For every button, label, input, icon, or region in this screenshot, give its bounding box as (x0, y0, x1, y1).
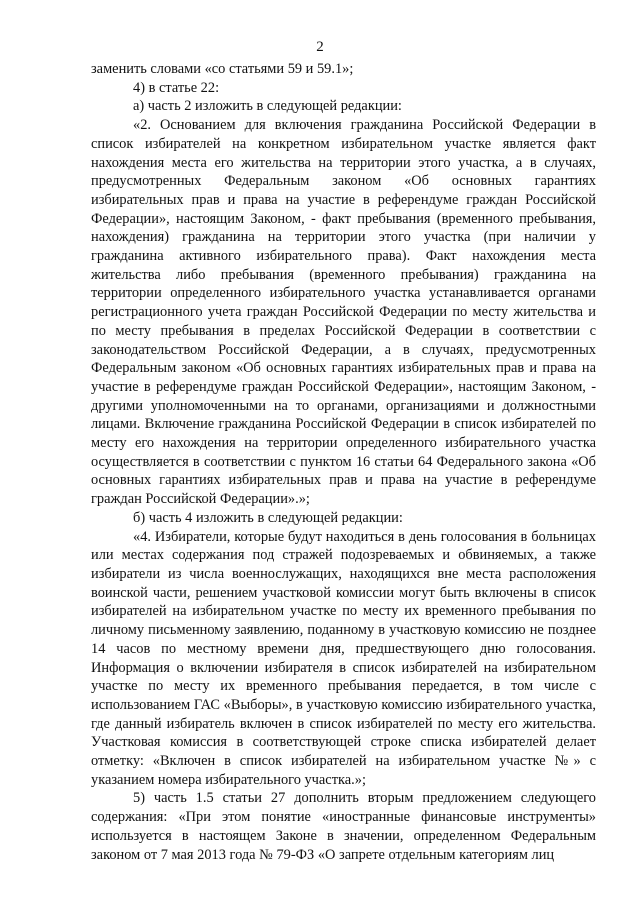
paragraph-part-4-text: «4. Избиратели, которые будут находиться в день голосования в больницах или местах содержания под стражей подозреваемых и обвиняемых, а также избиратели из числа военнослужащих, находящихся вне места расположения воинской части, решением участковой комиссии могут быть включены в список избирателей на избирательном участке по месту их временного пребывания по личному письменному заявлению, поданному в участковую комиссию не позднее 14 часов по местному времени дня, предшествующего дню голосования. Информация о включении избирателя в список избирателей на избирательном участке по месту их временного пребывания передается, в том числе с использованием ГАС «Выборы», в участковую комиссию избирательного участка, где данный избиратель включен в список избирателей по месту его жительства. Участковая комиссия в соответствующей строке списка избирателей делает отметку: «Включен в список избирателей на избирательном участке №» с указанием номера избирательного участка.»; (91, 528, 596, 788)
document-body (91, 60, 596, 864)
paragraph-item-4-article-22: 4) в статье 22: (133, 79, 220, 96)
paragraph-part-2-text: «2. Основанием для включения гражданина Российской Федерации в список избирателей на конкретном избирательном участке является факт нахождения места его жительства на территории этого участка, а в случаях, предусмотренных Федеральным законом «Об основных гарантиях избирательных прав и права на участие в референдуме граждан Российской Федерации», настоящим Законом, - факт пребывания (временного пребывания, нахождения) гражданина на территории этого участка (при наличии у гражданина активного избирательного права). Факт нахождения места жительства либо пребывания (временного пребывания) гражданина на территории определенного избирательного участка устанавливается органами регистрационного учета граждан Российской Федерации по месту жительства и по месту пребывания в пределах Российской Федерации в соответствии с законодательством Российской Федерации, а в случаях, предусмотренных Федеральным законом «Об основных гарантиях избирательных прав и права на участие в референдуме граждан Российской Федерации», настоящим Законом, - другими уполномоченными на то органами, организациями и должностными лицами. Включение гражданина Российской Федерации в список избирателей по месту его нахождения на территории определенного избирательного участка осуществляется в соответствии с пунктом 16 статьи 64 Федерального закона «Об основных гарантиях избирательных прав и права на участие в референдуме граждан Российской Федерации».»; (91, 117, 596, 508)
page-number: 2 (316, 39, 324, 55)
paragraph-subitem-a: а) часть 2 изложить в следующей редакции: (133, 98, 402, 115)
paragraph-item-5-article-27: 5) часть 1.5 статьи 27 дополнить вторым предложением следующего содержания: «При этом понятие «иностранные финансовые инструменты» используется в настоящем Законе в значении, определенном Федеральным законом от 7 мая 2013 года № 79-ФЗ «О запрете отдельным категориям лиц (91, 790, 596, 863)
paragraph-subitem-b: б) часть 4 изложить в следующей редакции: (133, 509, 403, 526)
paragraph-continuation: заменить словами «со статьями 59 и 59.1»; (91, 61, 354, 77)
